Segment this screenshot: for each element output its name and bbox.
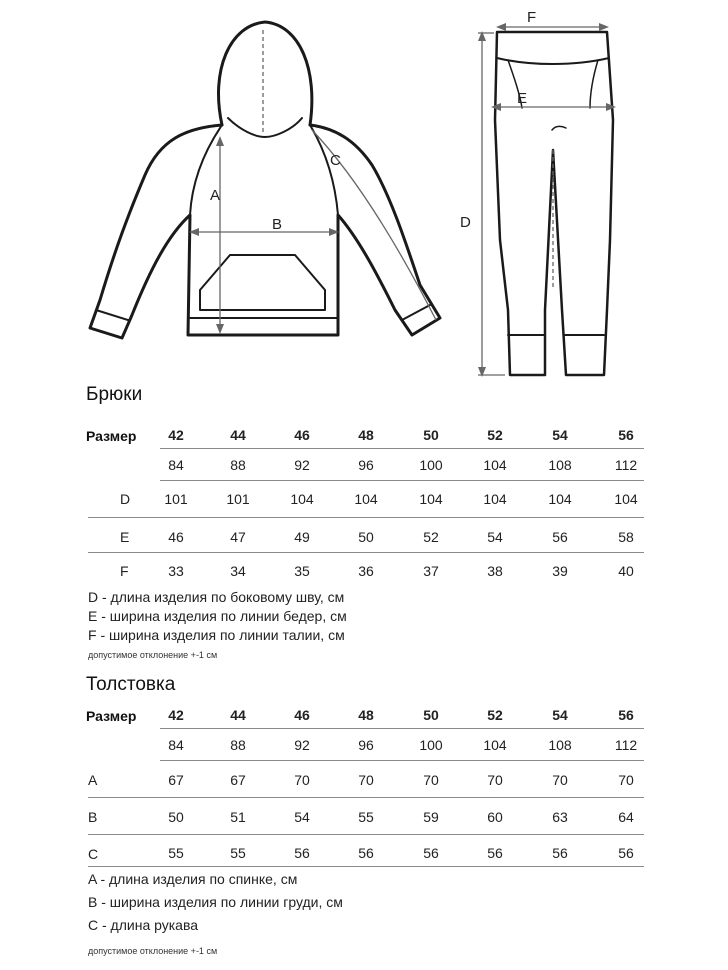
pants-cell: 33 — [168, 563, 184, 579]
hoodie-cell: 54 — [294, 809, 310, 825]
hoodie-tolerance-note: допустимое отклонение +-1 см — [88, 946, 218, 956]
hoodie-cell: 70 — [618, 772, 634, 788]
table-divider — [88, 797, 644, 798]
hoodie-size: 42 — [168, 707, 184, 723]
hoodie-cell: 70 — [552, 772, 568, 788]
hoodie-row-label-a: A — [88, 772, 98, 788]
hoodie-legend-c: C - длина рукава — [88, 917, 199, 933]
hoodie-size: 50 — [423, 707, 439, 723]
hoodie-pocket — [200, 255, 325, 310]
hoodie-cell: 55 — [168, 845, 184, 861]
pants-cell: 56 — [552, 529, 568, 545]
table-divider — [88, 834, 644, 835]
pants-cell: 46 — [168, 529, 184, 545]
hoodie-size: 44 — [230, 707, 246, 723]
hoodie-cell: 70 — [358, 772, 374, 788]
table-divider — [88, 866, 644, 867]
pants-cell: 52 — [423, 529, 439, 545]
table-divider — [88, 517, 644, 518]
pants-cell: 58 — [618, 529, 634, 545]
hoodie-size-header: Размер — [86, 708, 137, 724]
pants-title: Брюки — [86, 384, 143, 405]
pants-size: 54 — [552, 427, 568, 443]
pants-size: 48 — [358, 427, 374, 443]
pants-size: 56 — [618, 427, 634, 443]
pants-cell: 39 — [552, 563, 568, 579]
pants-cell: 84 — [168, 457, 184, 473]
pants-size-header: Размер — [86, 428, 137, 444]
pants-cell: 88 — [230, 457, 246, 473]
pants-cell: 96 — [358, 457, 374, 473]
hoodie-cell: 56 — [618, 845, 634, 861]
hoodie-cell: 63 — [552, 809, 568, 825]
hoodie-cell: 67 — [230, 772, 246, 788]
hoodie-cell: 64 — [618, 809, 634, 825]
pants-cell: 40 — [618, 563, 634, 579]
table-divider — [160, 728, 644, 729]
hoodie-size: 48 — [358, 707, 374, 723]
hoodie-cell: 56 — [423, 845, 439, 861]
pants-size: 50 — [423, 427, 439, 443]
hoodie-cell: 70 — [423, 772, 439, 788]
pants-cell: 104 — [419, 491, 443, 507]
hoodie-cell: 56 — [487, 845, 503, 861]
hoodie-title: Толстовка — [86, 674, 176, 695]
hoodie-cell: 56 — [552, 845, 568, 861]
pants-cell: 104 — [354, 491, 378, 507]
hoodie-size: 46 — [294, 707, 310, 723]
pants-label-f: F — [527, 9, 537, 26]
pants-cell: 101 — [226, 491, 250, 507]
hoodie-hood — [219, 22, 312, 125]
hoodie-cell: 60 — [487, 809, 503, 825]
hoodie-cell: 84 — [168, 737, 184, 753]
hoodie-cell: 55 — [230, 845, 246, 861]
pants-cell: 36 — [358, 563, 374, 579]
pants-label-e: E — [517, 90, 528, 107]
pants-cell: 104 — [614, 491, 638, 507]
pants-cell: 101 — [164, 491, 188, 507]
pants-cell: 35 — [294, 563, 310, 579]
pants-size: 44 — [230, 427, 246, 443]
pants-cell: 49 — [294, 529, 310, 545]
hoodie-cell: 88 — [230, 737, 246, 753]
pants-size: 46 — [294, 427, 310, 443]
hoodie-cell: 56 — [294, 845, 310, 861]
hoodie-legend-b: B - ширина изделия по линии груди, см — [88, 894, 343, 910]
hoodie-cell: 50 — [168, 809, 184, 825]
table-divider — [88, 552, 644, 553]
pants-row-label-f: F — [120, 563, 129, 579]
hoodie-cell: 96 — [358, 737, 374, 753]
pants-cell: 108 — [548, 457, 572, 473]
pants-size: 52 — [487, 427, 503, 443]
hoodie-cell: 100 — [419, 737, 443, 753]
pants-cell: 100 — [419, 457, 443, 473]
pants-cell: 54 — [487, 529, 503, 545]
pants-cell: 104 — [483, 457, 507, 473]
hoodie-legend-a: A - длина изделия по спинке, см — [88, 871, 298, 887]
pants-cell: 112 — [614, 457, 638, 473]
pants-tolerance-note: допустимое отклонение +-1 см — [88, 650, 218, 660]
pants-legend-f: F - ширина изделия по линии талии, см — [88, 627, 345, 643]
pants-cell: 104 — [548, 491, 572, 507]
hoodie-label-a: A — [210, 187, 221, 204]
hoodie-cell: 67 — [168, 772, 184, 788]
hoodie-size: 52 — [487, 707, 503, 723]
hoodie-row-label-b: B — [88, 809, 98, 825]
hoodie-cell: 51 — [230, 809, 246, 825]
hoodie-cell: 56 — [358, 845, 374, 861]
hoodie-cell: 108 — [548, 737, 572, 753]
pants-cell: 47 — [230, 529, 246, 545]
pants-cell: 104 — [290, 491, 314, 507]
hoodie-size: 54 — [552, 707, 568, 723]
pants-legend-d: D - длина изделия по боковому шву, см — [88, 589, 345, 605]
table-divider — [160, 480, 644, 481]
pants-waistband — [497, 58, 609, 64]
hoodie-row-label-c: C — [88, 846, 99, 862]
hoodie-cell: 70 — [487, 772, 503, 788]
table-divider — [160, 448, 644, 449]
pants-cell: 38 — [487, 563, 503, 579]
garment-diagram — [0, 0, 728, 390]
pants-cell: 92 — [294, 457, 310, 473]
pants-cell: 34 — [230, 563, 246, 579]
pants-cell: 50 — [358, 529, 374, 545]
hoodie-hood-inner — [228, 118, 302, 137]
pants-size: 42 — [168, 427, 184, 443]
hoodie-cell: 104 — [483, 737, 507, 753]
pants-label-d: D — [460, 214, 471, 231]
pants-outline — [495, 32, 613, 375]
pants-cell: 104 — [483, 491, 507, 507]
pants-legend-e: E - ширина изделия по линии бедер, см — [88, 608, 347, 624]
hoodie-cell: 112 — [614, 737, 638, 753]
pants-row-label-e: E — [120, 529, 130, 545]
hoodie-size: 56 — [618, 707, 634, 723]
hoodie-label-b: B — [272, 216, 283, 233]
pants-row-label-d: D — [120, 491, 131, 507]
hoodie-cell: 92 — [294, 737, 310, 753]
hoodie-cell: 70 — [294, 772, 310, 788]
hoodie-cell: 59 — [423, 809, 439, 825]
hoodie-label-c: C — [330, 152, 341, 169]
hoodie-cell: 55 — [358, 809, 374, 825]
pants-cell: 37 — [423, 563, 439, 579]
table-divider — [160, 760, 644, 761]
